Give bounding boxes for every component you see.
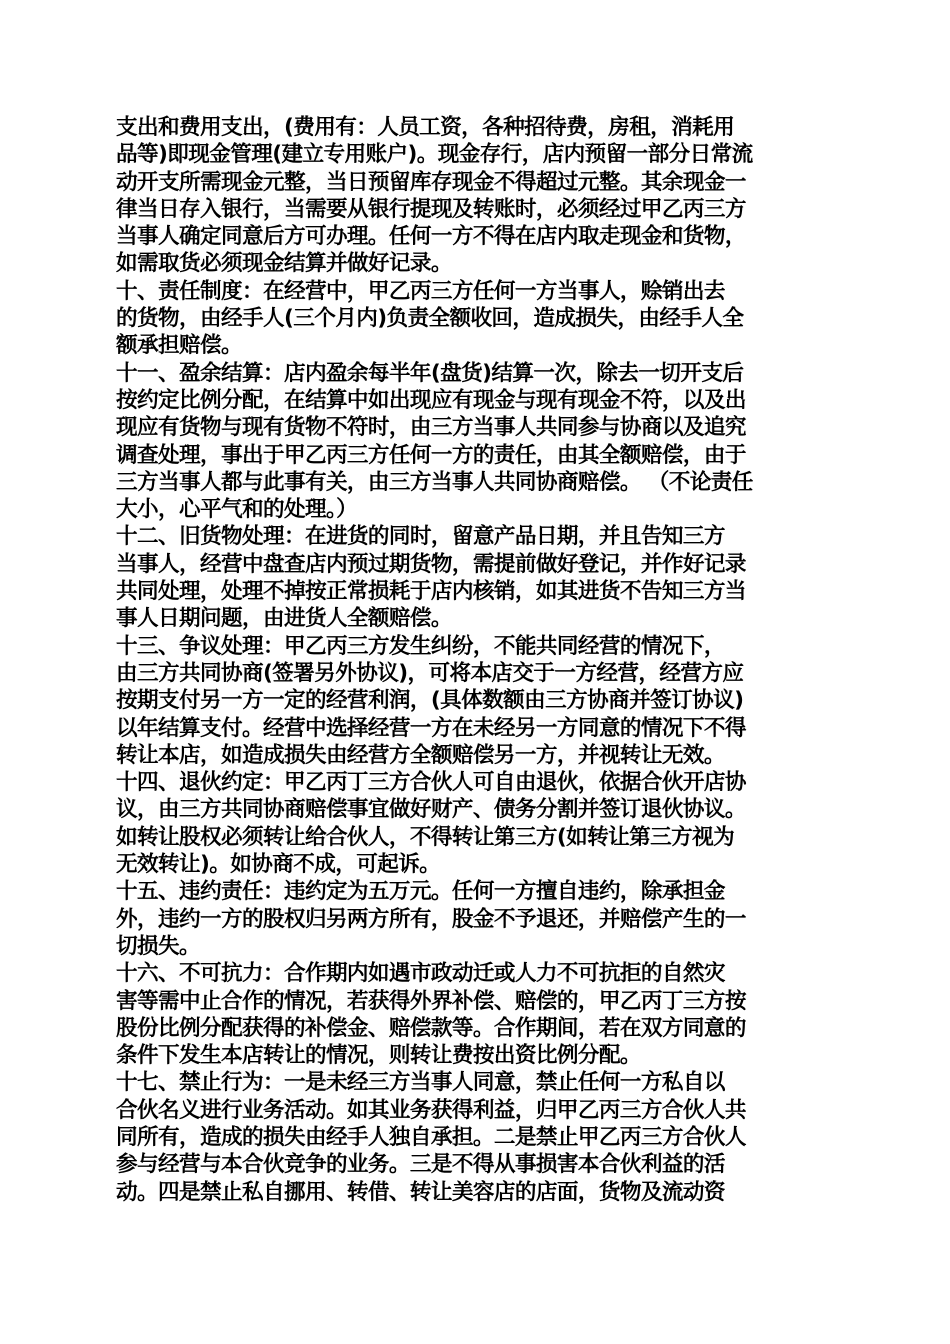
- text-line: 十五、违约责任：违约定为五万元。任何一方擅自违约，除承担金: [116, 879, 725, 905]
- text-line: 当事人，经营中盘查店内预过期货物，需提前做好登记，并作好记录: [116, 551, 746, 577]
- text-line: 十三、争议处理：甲乙丙三方发生纠纷，不能共同经营的情况下，: [116, 633, 725, 659]
- text-line: 无效转让)。如协商不成，可起诉。: [116, 852, 441, 878]
- text-line: 调查处理，事出于甲乙丙三方任何一方的责任，由其全额赔偿，由于: [116, 442, 746, 468]
- text-line: 现应有货物与现有货物不符时，由三方当事人共同参与协商以及追究: [116, 415, 746, 441]
- text-line: 害等需中止合作的情况，若获得外界补偿、赔偿的，甲乙丙丁三方按: [116, 988, 746, 1014]
- text-line: 支出和费用支出，(费用有：人员工资，各种招待费，房租，消耗用: [116, 115, 735, 140]
- text-line: 十一、盈余结算：店内盈余每半年(盘货)结算一次，除去一切开支后: [116, 360, 744, 386]
- text-line: 当事人确定同意后方可办理。任何一方不得在店内取走现金和货物，: [116, 224, 746, 250]
- text-line: 股份比例分配获得的补偿金、赔偿款等。合作期间，若在双方同意的: [116, 1015, 746, 1041]
- text-line: 品等)即现金管理(建立专用账户)。现金存行，店内预留一部分日常流: [116, 142, 753, 168]
- text-line: 切损失。: [116, 933, 200, 959]
- text-line: 转让本店，如造成损失由经营方全额赔偿另一方，并视转让无效。: [116, 742, 725, 768]
- text-line: 如需取货必须现金结算并做好记录。: [116, 251, 452, 277]
- text-line: 十四、退伙约定：甲乙丙丁三方合伙人可自由退伙，依据合伙开店协: [116, 770, 746, 796]
- text-line: 参与经营与本合伙竞争的业务。三是不得从事损害本合伙利益的活: [116, 1152, 725, 1178]
- text-line: 十七、禁止行为：一是未经三方当事人同意，禁止任何一方私自以: [116, 1070, 725, 1096]
- text-line: 动开支所需现金元整，当日预留库存现金不得超过元整。其余现金一: [116, 169, 746, 195]
- text-line: 十六、不可抗力：合作期内如遇市政动迁或人力不可抗拒的自然灾: [116, 961, 725, 987]
- text-line: 十二、旧货物处理：在进货的同时，留意产品日期，并且告知三方: [116, 524, 725, 550]
- text-line: 按期支付另一方一定的经营利润，(具体数额由三方协商并签订协议): [116, 688, 744, 714]
- text-line: 如转让股权必须转让给合伙人，不得转让第三方(如转让第三方视为: [116, 824, 735, 850]
- text-line: 外，违约一方的股权归另两方所有，股金不予退还，并赔偿产生的一: [116, 906, 746, 932]
- text-line: 条件下发生本店转让的情况，则转让费按出资比例分配。: [116, 1043, 641, 1069]
- text-line: 额承担赔偿。: [116, 333, 242, 359]
- text-line: 由三方共同协商(签署另外协议)，可将本店交于一方经营，经营方应: [116, 660, 744, 686]
- text-line: 十、责任制度：在经营中，甲乙丙三方任何一方当事人，赊销出去: [116, 278, 725, 304]
- text-line: 共同处理，处理不掉按正常损耗于店内核销，如其进货不告知三方当: [116, 579, 746, 605]
- text-line: 合伙名义进行业务活动。如其业务获得利益，归甲乙丙三方合伙人共: [116, 1097, 746, 1123]
- text-line: 律当日存入银行，当需要从银行提现及转账时，必须经过甲乙丙三方: [116, 196, 746, 222]
- text-line: 的货物，由经手人(三个月内)负责全额收回，造成损失，由经手人全: [116, 306, 744, 332]
- text-line: 三方当事人都与此事有关，由三方当事人共同协商赔偿。 （不论责任: [116, 469, 753, 495]
- text-line: 同所有，造成的损失由经手人独自承担。二是禁止甲乙丙三方合伙人: [116, 1124, 746, 1150]
- text-line: 动。四是禁止私自挪用、转借、转让美容店的店面，货物及流动资: [116, 1179, 725, 1205]
- document-body: [116, 114, 840, 1206]
- text-line: 事人日期问题，由进货人全额赔偿。: [116, 606, 452, 632]
- text-line: 大小，心平气和的处理。）: [116, 497, 358, 523]
- text-line: 以年结算支付。经营中选择经营一方在未经另一方同意的情况下不得: [116, 715, 746, 741]
- text-line: 议，由三方共同协商赔偿事宜做好财产、债务分割并签订退伙协议。: [116, 797, 746, 823]
- text-line: 按约定比例分配，在结算中如出现应有现金与现有现金不符，以及出: [116, 387, 746, 413]
